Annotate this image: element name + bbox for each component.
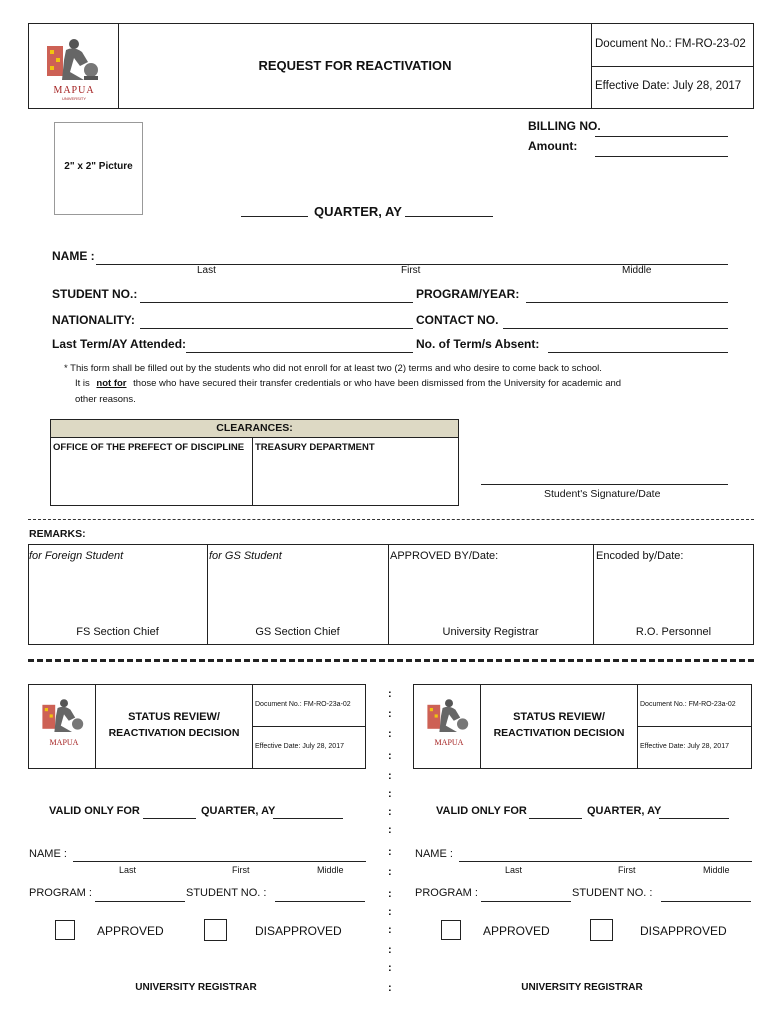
slip-right-effective-date: Effective Date: July 28, 2017 — [640, 743, 729, 750]
student-no-label: STUDENT NO.: — [52, 287, 138, 301]
effective-date: Effective Date: July 28, 2017 — [595, 80, 742, 92]
slip-right-valid-only-for: VALID ONLY FOR — [436, 805, 527, 817]
slip-left-middle: Middle — [317, 865, 344, 875]
note-line-2-rest: those who have secured their transfer credentials or who have been dismissed from the University for academic and — [133, 378, 622, 389]
slip-left-title-1: STATUS REVIEW/ — [128, 711, 220, 723]
slip-left-first: First — [232, 865, 250, 875]
slip-left-logo — [40, 692, 88, 762]
remarks-ro-personnel: R.O. Personnel — [635, 626, 712, 638]
note-not-for: not for — [96, 378, 127, 389]
program-year-input-line[interactable] — [526, 302, 728, 303]
terms-absent-label: No. of Term/s Absent: — [416, 337, 540, 351]
terms-absent-input-line[interactable] — [548, 352, 728, 353]
amount-input-line[interactable] — [595, 156, 728, 157]
logo-emblem-icon — [40, 692, 88, 740]
remarks-label: REMARKS: — [29, 528, 86, 540]
slip-left-effective-date: Effective Date: July 28, 2017 — [255, 743, 344, 750]
remarks-approved-by: APPROVED BY/Date: — [390, 550, 499, 562]
slip-right-name-label: NAME : — [415, 848, 453, 860]
slip-right-logo — [425, 692, 473, 762]
logo-emblem-icon — [425, 692, 473, 740]
logo-text: MAPUA — [53, 85, 95, 96]
slip-right-student-no-label: STUDENT NO. : — [572, 887, 653, 899]
slip-right-middle: Middle — [703, 865, 730, 875]
logo-emblem-icon — [44, 32, 104, 88]
remarks-gs-student: for GS Student — [209, 550, 282, 562]
slip-right-last: Last — [505, 865, 523, 875]
slip-left-divider-c — [252, 726, 366, 727]
remarks-fs-section-chief: FS Section Chief — [76, 626, 159, 638]
program-year-label: PROGRAM/YEAR: — [416, 287, 520, 301]
slip-right-title-2: REACTIVATION DECISION — [493, 727, 625, 739]
slip-right-quarter-line[interactable] — [529, 818, 582, 819]
slip-right-doc-no: Document No.: FM-RO-23a-02 — [640, 701, 736, 708]
slip-right-approved-label: APPROVED — [483, 924, 550, 938]
nationality-label: NATIONALITY: — [52, 313, 135, 327]
clearances-divider — [252, 438, 253, 506]
slip-right-registrar: UNIVERSITY REGISTRAR — [521, 982, 643, 993]
slip-right-first: First — [618, 865, 636, 875]
name-label: NAME : — [52, 249, 95, 263]
name-first-caption: First — [401, 265, 421, 276]
nationality-input-line[interactable] — [140, 328, 413, 329]
last-term-input-line[interactable] — [186, 352, 413, 353]
clearance-treasury: TREASURY DEPARTMENT — [255, 442, 375, 453]
note-line-3: other reasons. — [75, 394, 136, 405]
remarks-encoded-by: Encoded by/Date: — [596, 550, 684, 562]
picture-label: 2" x 2" Picture — [64, 161, 133, 172]
document-number: Document No.: FM-RO-23-02 — [595, 38, 746, 50]
amount-label: Amount: — [528, 139, 578, 153]
signature-label: Student's Signature/Date — [544, 488, 661, 500]
note-line-1: * This form shall be filled out by the students who did not enroll for at least two (2) terms and who desire to come back to school. — [64, 363, 602, 374]
slip-left-approved-label: APPROVED — [97, 924, 164, 938]
slip-right-logo-text: MAPUA — [434, 738, 464, 747]
remarks-foreign-student: for Foreign Student — [29, 550, 124, 562]
slip-right-ay-line[interactable] — [659, 818, 729, 819]
form-title: REQUEST FOR REACTIVATION — [258, 58, 452, 73]
slip-right-divider-c — [637, 726, 752, 727]
contact-no-label: CONTACT NO. — [416, 313, 499, 327]
billing-input-line[interactable] — [595, 136, 728, 137]
slip-right-quarter-ay: QUARTER, AY — [587, 805, 662, 817]
contact-no-input-line[interactable] — [503, 328, 728, 329]
logo-subtext: UNIVERSITY — [61, 96, 86, 101]
slip-left-name-label: NAME : — [29, 848, 67, 860]
quarter-input-line[interactable] — [241, 216, 308, 217]
slip-left-program-line[interactable] — [95, 901, 185, 902]
last-term-label: Last Term/AY Attended: — [52, 337, 187, 351]
slip-left-last: Last — [119, 865, 137, 875]
remarks-gs-section-chief: GS Section Chief — [255, 626, 340, 638]
slip-right-disapproved-label: DISAPPROVED — [640, 924, 727, 938]
slip-left-ay-line[interactable] — [273, 818, 343, 819]
clearance-prefect-discipline: OFFICE OF THE PREFECT OF DISCIPLINE — [53, 442, 245, 453]
ay-input-line[interactable] — [405, 216, 493, 217]
slip-left-student-no-line[interactable] — [275, 901, 365, 902]
slip-left-disapproved-label: DISAPPROVED — [255, 924, 342, 938]
slip-left-quarter-line[interactable] — [143, 818, 196, 819]
signature-line[interactable] — [481, 484, 728, 485]
clearances-title: CLEARANCES: — [51, 420, 458, 438]
note-it-is: It is — [75, 378, 90, 389]
slip-right-title-1: STATUS REVIEW/ — [513, 711, 605, 723]
slip-left-title-2: REACTIVATION DECISION — [108, 727, 240, 739]
slip-right-student-no-line[interactable] — [661, 901, 751, 902]
student-no-input-line[interactable] — [140, 302, 413, 303]
slip-left-student-no-label: STUDENT NO. : — [186, 887, 267, 899]
slip-left-valid-only-for: VALID ONLY FOR — [49, 805, 140, 817]
remarks-university-registrar: University Registrar — [442, 626, 539, 638]
slip-left-doc-no: Document No.: FM-RO-23a-02 — [255, 701, 351, 708]
slip-left-quarter-ay: QUARTER, AY — [201, 805, 276, 817]
billing-label: BILLING NO. — [528, 119, 601, 133]
name-middle-caption: Middle — [622, 265, 652, 276]
slip-right-approved-checkbox[interactable] — [441, 920, 461, 940]
slip-left-disapproved-checkbox[interactable] — [204, 919, 227, 941]
slip-right-disapproved-checkbox[interactable] — [590, 919, 613, 941]
slip-left-approved-checkbox[interactable] — [55, 920, 75, 940]
slip-right-program-line[interactable] — [481, 901, 571, 902]
university-logo — [44, 32, 104, 102]
separator-thin — [28, 519, 754, 520]
slip-left-registrar: UNIVERSITY REGISTRAR — [135, 982, 257, 993]
header-divider-mid — [591, 66, 754, 67]
slip-left-program-label: PROGRAM : — [29, 887, 92, 899]
slip-left-name-line[interactable] — [73, 861, 366, 862]
separator-thick — [28, 659, 754, 662]
name-last-caption: Last — [197, 265, 216, 276]
quarter-label: QUARTER, AY — [314, 204, 402, 219]
slip-right-program-label: PROGRAM : — [415, 887, 478, 899]
slip-left-logo-text: MAPUA — [49, 738, 79, 747]
slip-right-name-line[interactable] — [459, 861, 752, 862]
note-line-2 — [75, 378, 621, 389]
